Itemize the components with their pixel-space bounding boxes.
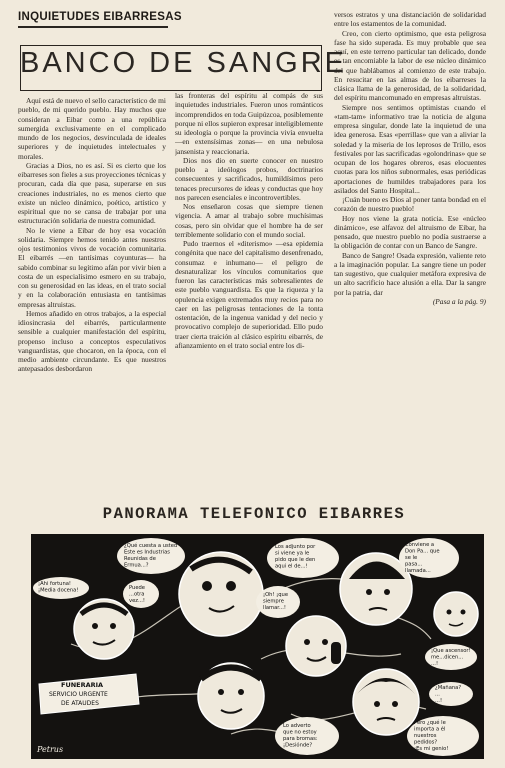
section-rule	[18, 26, 168, 28]
section-heading: INQUIETUDES EIBARRESAS	[18, 11, 182, 23]
svg-text:Puede...otravez...!: Puede ...otra vez...!	[129, 585, 146, 604]
paragraph: Pudo traernos el «diterismo» —esa epidemia congénita que nace del capitalismo desenfrenado, consumaz e inhumano— el peligro de desnaturalizar los vínculos comunitarios que fueron las características más sobresalientes de este pueblo vanguardista. Es que la riqueza y la opulencia exigen extremados muy recios para no caer en las peligrosas tentaciones de la tonta ostentación, de la ingenua vanidad y del necio y provocativo complejo de superioridad. Ello pudo traer cierta traición al clásico espíritu eibarrés, de afianzamiento en el trato social entre los di-	[175, 239, 323, 350]
svg-text:FUNERARIA: FUNERARIA	[61, 681, 104, 689]
speech-bubble	[123, 580, 159, 608]
paragraph: Hemos añadido en otros trabajos, a la especial idiosincrasia del eibarrés, particularmente sensible a cualquier manifestación del espíritu, propenso incluso a conceptos especulativos vanguardistas, que chocaron, en la época, con el medio ambiente circundante. Es que nuestros antepasados desbordaron	[18, 308, 166, 374]
svg-text:Conviene aDon Pa... quese lepa: Conviene a Don Pa... que se le pasa... llamada...	[405, 542, 440, 574]
svg-text:Lo advertoque no estoypara bro: Lo adverto que no estoy para bromas: ¡Desiónde?	[283, 723, 318, 749]
svg-text:SERVICIO URGENTE: SERVICIO URGENTE	[49, 691, 108, 698]
paragraph: Creo, con cierto optimismo, que esta peligrosa fase ha sido superada. Es muy probable que sea aquí, en este terreno particular tan delicado, donde es tan encomiable la labor de ese núcleo dinámico del que hablábamos al comienzo de este trabajo. En resucitar en las almas de los eibarreses la clásica llama de la generosidad, de la solidaridad, del espíritu mancomunado en empresas altruistas.	[334, 28, 486, 103]
svg-text:Los adjunto porsi viene ya lep: Los adjunto por si viene ya le pido que le den aqui el de...!	[275, 544, 316, 570]
paragraph: Siempre nos sentimos optimistas cuando el «tam-tam» informativo trae la noticia de alguna empresa singular, donde late la inquietud de una idea generosa. Esas «perrillas» que van a aliviar la soledad y la miseria de los leprosos de Trillo, esos festivales por las sacrificadas «golondrinas» que se ocupan de los hogares obreros, esas elocuentes cuotas para los niños subnormales, esas periódicas aportaciones de humildes trabajadores para los asilados del Santo Hospital...	[334, 102, 486, 195]
character-face	[179, 552, 263, 636]
character-face	[353, 669, 419, 735]
paragraph: ¡Cuán bueno es Dios al poner tanta bondad en el corazón de nuestro pueblo!	[334, 195, 486, 214]
paragraph: No le viene a Eibar de hoy esa vocación solidaria. Siempre hemos tenido antes nuestros ojos testimonios vivos de vocación comunitaria. El eibarrés —en tantísimas coyunturas— ha sabido combinar su legítimo afán por vivir bien a costa de un especialísimo esmero en su trabajo, con su generosidad en las ideas, en el trato social y en la colaboración entusiasta en tantísimas empresas altruistas.	[18, 225, 166, 309]
speech-bubble	[256, 586, 300, 618]
svg-text:¡Que ascensor!me...dicen......: ¡Que ascensor! me...dicen... ...!	[431, 648, 471, 667]
character-face	[286, 616, 346, 676]
speech-bubble	[425, 644, 477, 670]
speech-bubble	[429, 682, 473, 706]
paragraph: Banco de Sangre! Osada expresión, valiente reto a la imaginación popular. La sangre tiene un poder tan sugestivo, que cualquier metáfora expresiva de un alto sacrificio hace alusión a ella. Dar la sangre por la patria, dar	[334, 250, 486, 297]
paragraph: Gracias a Dios, no es así. Si es cierto que los eibarreses son fieles a sus proyecciones técnicas y procuran, cada día que pasa, superarse en sus creaciones industriales, no es menos cierto que existe un núcleo dinámico, poético, artístico y espiritual que no se cansa de trabajar por una estructuración solidaria de nuestra comunidad.	[18, 160, 166, 226]
paragraph: Hoy nos viene la grata noticia. Ese «núcleo dinámico», ese alfavoz del altruismo de Eibar, ha pensado, que nuestro pueblo no podía sustraerse a la obligación de contar con un Banco de Sangre.	[334, 213, 486, 251]
svg-text:¿Mañana?......!: ¿Mañana? ... ...!	[435, 685, 462, 704]
article-column-3	[334, 10, 486, 486]
character-face	[74, 599, 134, 659]
cartoon-illustration	[31, 534, 484, 759]
svg-text:¡Ahi fortuna!¡Media docena!: ¡Ahi fortuna! ¡Media docena!	[38, 581, 79, 594]
cartoon-title: PANORAMA TELEFONICO EIBARRES	[102, 505, 406, 523]
paragraph: Dios nos dio en suerte conocer en nuestro pueblo a ideólogos probos, doctrinarios consecuentes y sacrificados, humildísimos pero tenaces precursores de ideas y conductas que hoy nos parecen esenciales e incontrovertibles.	[175, 155, 323, 202]
speech-bubble	[275, 717, 339, 755]
svg-text:¿Qué cuesta a ustedEste es Ind: ¿Qué cuesta a usted Este es Industrias Reunidas de Ermua...?	[124, 543, 178, 569]
svg-text:¡Oh! ¡quesiemprellamar...!: ¡Oh! ¡que siempre llamar...!	[263, 592, 289, 611]
article-column-2	[175, 91, 323, 489]
article-column-1	[18, 96, 166, 488]
paragraph: versos estratos y una distanciación de solidaridad entre los estamentos de la comunidad.	[334, 10, 486, 29]
speech-bubble	[407, 716, 479, 756]
paragraph: Aquí está de nuevo el sello característico de mi pueblo, de mi querido pueblo. Hay muchos que consideran a Eibar como a una república sumergida exclusivamente en el complicado mundo de los negocios, desvinculada de ideales superiores y de inquietudes intelectuales y morales.	[18, 96, 166, 161]
svg-text:DE ATAUDES: DE ATAUDES	[61, 700, 99, 707]
speech-bubble	[117, 538, 185, 574]
speech-bubble	[399, 538, 459, 578]
character-face	[434, 592, 478, 636]
svg-text:Pero ¿qué leimporta a élnuestr: Pero ¿qué le importa a él nuestros pedidos? ¡Es mi genio!	[414, 720, 449, 752]
speech-bubble	[33, 577, 89, 599]
paragraph: Nos enseñaron cosas que siempre tienen vigencia. A amar al trabajo sobre muchísimas cosas, pero sin olvidar que el hombre ha de ser terriblemente solidario con el mundo social.	[175, 202, 323, 239]
speech-bubble	[267, 538, 339, 578]
character-face	[198, 663, 264, 729]
artist-signature: Petrus	[37, 745, 64, 754]
continuation-note: (Pasa a la pág. 9)	[432, 296, 486, 306]
paragraph: las fronteras del espíritu al compás de sus inquietudes industriales. Fueron unos románticos incomprendidos en toda Guipúzcoa, posiblemente porque ni ellos supieron expresar inteligiblemente su ideología o porque la provincia vivía envuelta —en extensísimas zonas— en una nebulosa jansenista y reaccionaria.	[175, 91, 323, 156]
article-title: BANCO DE SANGRE	[20, 47, 347, 79]
